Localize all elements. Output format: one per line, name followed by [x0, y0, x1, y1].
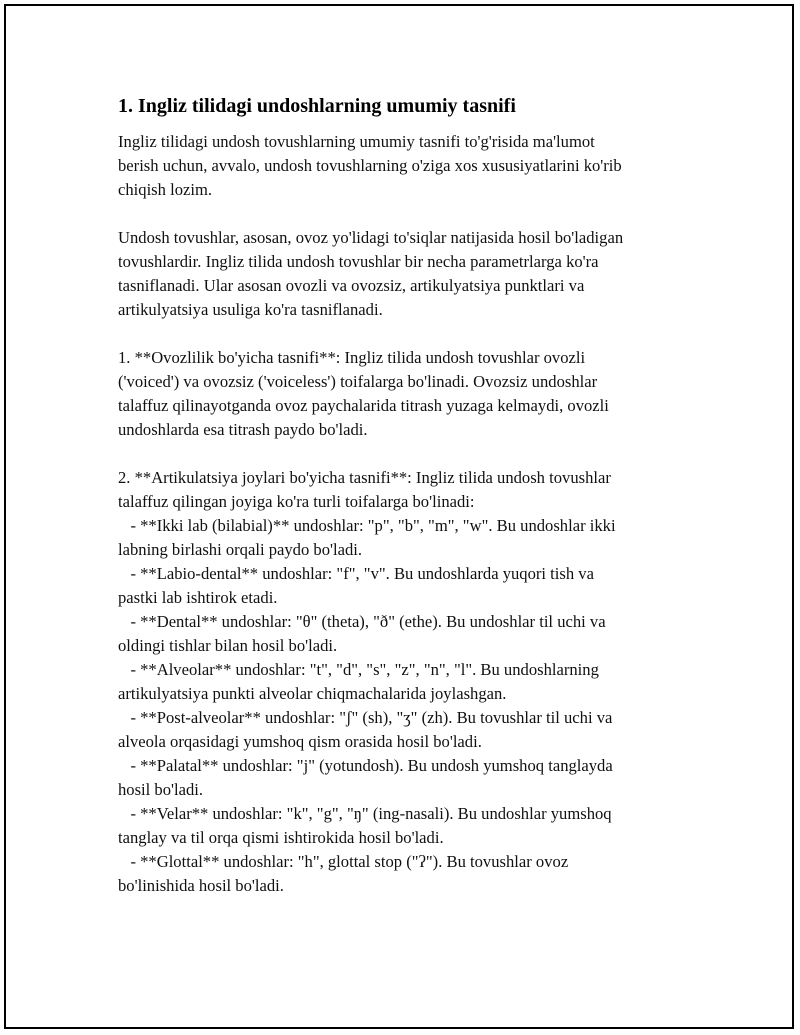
text-line: 1. **Ovozlilik bo'yicha tasnifi**: Ingliz tilida undosh tovushlar ovozli [118, 348, 586, 367]
text-line: artikulyatsiya punkti alveolar chiqmachalarida joylashgan. [118, 684, 507, 703]
text-line: ('voiced') va ovozsiz ('voiceless') toifalarga bo'linadi. Ovozsiz undoshlar [118, 372, 598, 391]
text-line: Ingliz tilidagi undosh tovushlarning umumiy tasnifi to'g'risida ma'lumot [118, 132, 595, 151]
text-line: talaffuz qilinayotganda ovoz paychalarida titrash yuzaga kelmaydi, ovozli [118, 396, 609, 415]
list-item-labio-dental: - **Labio-dental** undoshlar: "f", "v". Bu undoshlarda yuqori tish va [118, 564, 594, 583]
text-line: tasniflanadi. Ular asosan ovozli va ovozsiz, artikulyatsiya punktlari va [118, 276, 585, 295]
text-line: alveola orqasidagi yumshoq qism orasida hosil bo'ladi. [118, 732, 482, 751]
paragraph-intro [118, 130, 698, 202]
text-line: 2. **Artikulatsiya joylari bo'yicha tasnifi**: Ingliz tilida undosh tovushlar [118, 468, 611, 487]
text-line: pastki lab ishtirok etadi. [118, 588, 278, 607]
list-item-bilabial: - **Ikki lab (bilabial)** undoshlar: "p", "b", "m", "w". Bu undoshlar ikki [118, 516, 616, 535]
text-line: Undosh tovushlar, asosan, ovoz yo'lidagi to'siqlar natijasida hosil bo'ladigan [118, 228, 624, 247]
paragraph-voicing [118, 346, 698, 442]
document-body [118, 92, 698, 898]
text-line: bo'linishida hosil bo'ladi. [118, 876, 284, 895]
document-title: 1. Ingliz tilidagi undoshlarning umumiy tasnifi [118, 95, 516, 117]
list-item-glottal: - **Glottal** undoshlar: "h", glottal stop ("ʔ"). Bu tovushlar ovoz [118, 852, 569, 871]
paragraph-gap [118, 202, 698, 226]
text-line: berish uchun, avvalo, undosh tovushlarning o'ziga xos xususiyatlarini ko'rib [118, 156, 622, 175]
text-line: undoshlarda esa titrash paydo bo'ladi. [118, 420, 368, 439]
paragraph-gap [118, 442, 698, 466]
text-line: labning birlashi orqali paydo bo'ladi. [118, 540, 363, 559]
paragraph-gap [118, 322, 698, 346]
text-line: tanglay va til orqa qismi ishtirokida hosil bo'ladi. [118, 828, 444, 847]
list-item-alveolar: - **Alveolar** undoshlar: "t", "d", "s", "z", "n", "l". Bu undoshlarning [118, 660, 599, 679]
list-item-palatal: - **Palatal** undoshlar: "j" (yotundosh). Bu undosh yumshoq tanglayda [118, 756, 613, 775]
text-line: oldingi tishlar bilan hosil bo'ladi. [118, 636, 338, 655]
list-item-dental: - **Dental** undoshlar: "θ" (theta), "ð" (ethe). Bu undoshlar til uchi va [118, 612, 606, 631]
list-item-velar: - **Velar** undoshlar: "k", "g", "ŋ" (ing-nasali). Bu undoshlar yumshoq [118, 804, 612, 823]
paragraph-definition [118, 226, 698, 322]
text-line: chiqish lozim. [118, 180, 213, 199]
text-line: hosil bo'ladi. [118, 780, 204, 799]
list-item-post-alveolar: - **Post-alveolar** undoshlar: "ʃ" (sh), "ʒ" (zh). Bu tovushlar til uchi va [118, 708, 613, 727]
text-line: artikulyatsiya usuliga ko'ra tasniflanadi. [118, 300, 383, 319]
text-line: tovushlardir. Ingliz tilida undosh tovushlar bir necha parametrlarga ko'ra [118, 252, 599, 271]
text-line: talaffuz qilingan joyiga ko'ra turli toifalarga bo'linadi: [118, 492, 475, 511]
paragraph-articulation [118, 466, 698, 898]
